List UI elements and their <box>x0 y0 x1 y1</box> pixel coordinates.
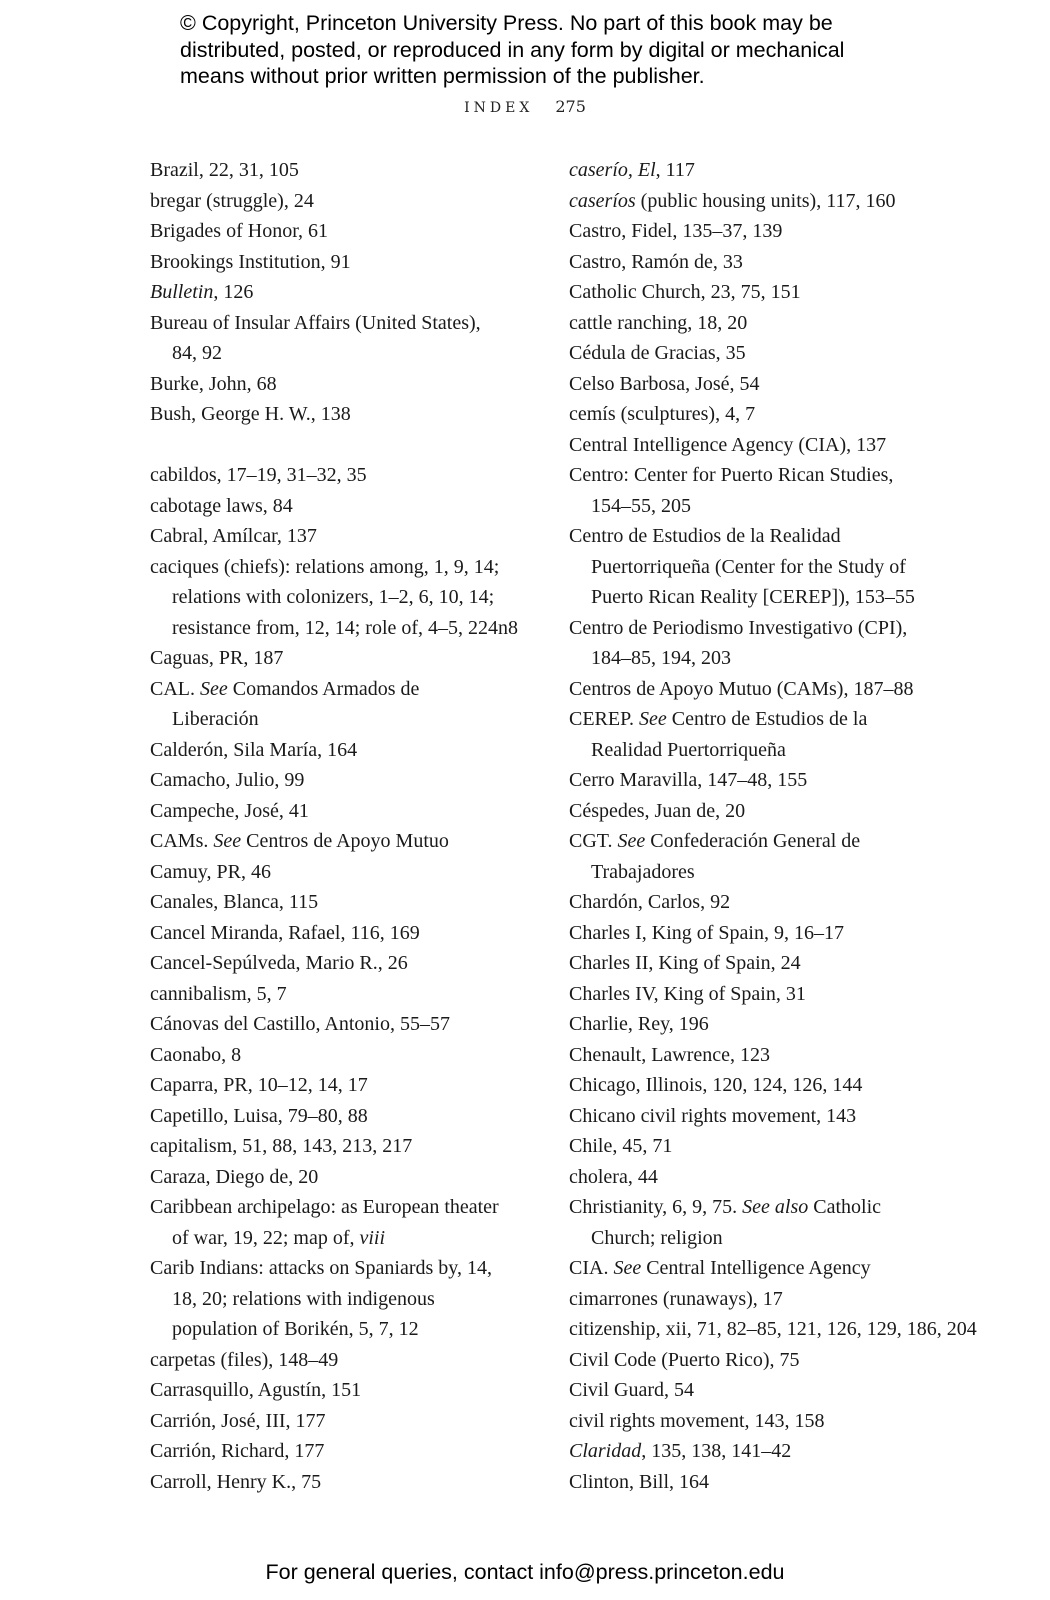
index-text: cholera, 44 <box>569 1165 658 1188</box>
index-entry <box>150 948 542 979</box>
index-entry-continuation <box>569 552 949 583</box>
index-entry <box>150 643 542 674</box>
index-text: caciques (chiefs): relations among, 1, 9, 14; <box>150 555 500 578</box>
index-entry <box>150 1375 542 1406</box>
index-text: Centro de Estudios de la Realidad <box>569 525 841 547</box>
index-text: bregar (struggle), 24 <box>150 189 314 212</box>
index-entry-line <box>150 277 542 308</box>
index-entry-line <box>150 1467 542 1498</box>
index-entry <box>150 918 542 949</box>
index-text: Castro, Ramón de, 33 <box>569 250 743 273</box>
index-text: 154–55, 205 <box>591 494 691 517</box>
index-entry-line <box>150 1040 542 1071</box>
index-entry <box>150 247 542 278</box>
index-entry-continuation <box>150 613 542 644</box>
index-text-italic: See <box>613 1257 642 1279</box>
index-text: Caraza, Diego de, 20 <box>150 1165 319 1188</box>
index-text: , 135, 138, 141–42 <box>641 1440 792 1462</box>
index-entry-line <box>150 521 542 552</box>
index-text: Civil Guard, 54 <box>569 1379 694 1401</box>
index-entry-line <box>569 1009 949 1040</box>
index-entry <box>569 460 949 521</box>
index-entry <box>150 1131 542 1162</box>
index-entry-line <box>150 491 542 522</box>
index-letter-gap <box>150 430 542 461</box>
index-entry-line <box>150 1162 542 1193</box>
index-entry-line <box>569 1131 949 1162</box>
index-text: Brookings Institution, 91 <box>150 250 351 273</box>
index-entry <box>569 247 949 278</box>
index-text: 18, 20; relations with indigenous <box>172 1287 435 1310</box>
index-entry <box>150 1253 542 1345</box>
index-entry <box>150 460 542 491</box>
copyright-line: means without prior written permission of the publisher. <box>180 64 705 88</box>
index-text: Cancel-Sepúlveda, Mario R., 26 <box>150 952 408 974</box>
index-entry-continuation <box>569 1223 949 1254</box>
index-entry <box>150 1162 542 1193</box>
index-text: CEREP. <box>569 708 640 730</box>
index-text: Cancel Miranda, Rafael, 116, 169 <box>150 921 420 944</box>
index-entry-line <box>150 979 542 1010</box>
index-entry-line <box>569 369 949 400</box>
index-text-italic: See <box>213 830 242 852</box>
index-text: Church; religion <box>591 1226 723 1249</box>
index-entry-line <box>569 155 949 186</box>
index-entry-line <box>569 277 949 308</box>
index-text: Cánovas del Castillo, Antonio, 55–57 <box>150 1013 450 1035</box>
index-entry-line <box>150 1253 542 1284</box>
index-text: relations with colonizers, 1–2, 6, 10, 14; <box>172 586 495 608</box>
index-text: Charles II, King of Spain, 24 <box>569 952 801 974</box>
index-entry <box>150 1101 542 1132</box>
index-entry-line <box>150 1345 542 1376</box>
index-text-italic: See <box>200 677 228 700</box>
index-entry <box>150 1192 542 1253</box>
index-text-italic: See also <box>742 1196 809 1218</box>
index-entry-line <box>150 948 542 979</box>
index-entry-line <box>569 1192 949 1223</box>
index-entry-continuation <box>569 735 949 766</box>
index-entry-line <box>150 674 542 705</box>
index-entry <box>150 1009 542 1040</box>
index-text: CGT. <box>569 830 618 852</box>
index-entry-line <box>569 613 949 644</box>
index-entry-continuation <box>150 704 542 735</box>
index-entry <box>569 338 949 369</box>
index-entry <box>569 186 949 217</box>
index-entry-line <box>569 1040 949 1071</box>
index-entry <box>569 1436 949 1467</box>
index-entry-line <box>150 186 542 217</box>
index-entry <box>569 887 949 918</box>
index-entry-continuation <box>150 338 542 369</box>
index-text: Carroll, Henry K., 75 <box>150 1470 322 1493</box>
index-text: Camacho, Julio, 99 <box>150 769 305 791</box>
index-entry-continuation <box>150 1314 542 1345</box>
index-entry-line <box>150 1375 542 1406</box>
index-entry <box>569 308 949 339</box>
index-entry-line <box>569 521 949 552</box>
index-entry-continuation <box>150 1284 542 1315</box>
index-text: cattle ranching, 18, 20 <box>569 311 748 334</box>
index-text: civil rights movement, 143, 158 <box>569 1409 825 1432</box>
index-entry <box>569 369 949 400</box>
index-entry-line <box>569 887 949 918</box>
index-text: cabildos, 17–19, 31–32, 35 <box>150 464 367 486</box>
index-text: Céspedes, Juan de, 20 <box>569 799 746 822</box>
index-entry <box>150 186 542 217</box>
index-text: Carrasquillo, Agustín, 151 <box>150 1379 362 1401</box>
index-entry <box>569 1131 949 1162</box>
index-text: Carib Indians: attacks on Spaniards by, 14, <box>150 1257 492 1279</box>
index-entry <box>569 1375 949 1406</box>
index-entry-line <box>569 186 949 217</box>
index-entry-line <box>150 369 542 400</box>
index-text: CAMs. <box>150 830 214 852</box>
index-entry-line <box>150 399 542 430</box>
index-entry-line <box>569 216 949 247</box>
index-text: Charlie, Rey, 196 <box>569 1013 709 1035</box>
index-entry-continuation <box>569 857 949 888</box>
index-entry <box>150 979 542 1010</box>
index-entry <box>569 1162 949 1193</box>
index-entry <box>150 521 542 552</box>
index-text: Caguas, PR, 187 <box>150 647 284 669</box>
index-entry <box>150 369 542 400</box>
copyright-line: distributed, posted, or reproduced in any form by digital or mechanical <box>180 37 845 62</box>
index-text: , 126 <box>213 281 254 303</box>
index-text: 184–85, 194, 203 <box>591 647 731 669</box>
index-entry-line <box>569 979 949 1010</box>
index-text-italic: See <box>617 830 646 852</box>
index-entry <box>569 613 949 674</box>
index-entry <box>569 216 949 247</box>
index-entry <box>569 155 949 186</box>
index-entry-line <box>150 1436 542 1467</box>
index-entry-line <box>569 1345 949 1376</box>
index-entry-continuation <box>569 491 949 522</box>
index-entry-line <box>569 1101 949 1132</box>
index-text: cemís (sculptures), 4, 7 <box>569 403 756 425</box>
index-entry-line <box>150 155 542 186</box>
index-entry <box>150 1040 542 1071</box>
index-text: resistance from, 12, 14; role of, 4–5, 224n8 <box>172 616 519 639</box>
index-entry <box>150 674 542 735</box>
index-text: Centro: Center for Puerto Rican Studies, <box>569 464 894 486</box>
index-entry <box>569 277 949 308</box>
index-text: CAL. <box>150 677 200 700</box>
index-text: Cédula de Gracias, 35 <box>569 342 746 364</box>
index-text: Trabajadores <box>591 860 695 883</box>
index-entry <box>569 1192 949 1253</box>
index-text: Brazil, 22, 31, 105 <box>150 159 299 181</box>
index-entry <box>569 399 949 430</box>
index-entry-line <box>150 826 542 857</box>
index-entry <box>569 765 949 796</box>
index-entry <box>150 1345 542 1376</box>
index-entry <box>150 277 542 308</box>
index-entry <box>150 735 542 766</box>
index-entry <box>150 552 542 644</box>
index-entry-line <box>150 308 542 339</box>
index-text: Central Intelligence Agency (CIA), 137 <box>569 433 887 456</box>
index-entry-line <box>569 338 949 369</box>
index-text: Centros de Apoyo Mutuo (CAMs), 187–88 <box>569 677 914 700</box>
index-text: Catholic Church, 23, 75, 151 <box>569 281 801 303</box>
index-text: Comandos Armados de <box>227 677 420 700</box>
index-entry-line <box>150 1406 542 1437</box>
index-text: Burke, John, 68 <box>150 372 277 395</box>
index-text: CIA. <box>569 1257 614 1279</box>
index-entry-line <box>569 948 949 979</box>
index-text: Catholic <box>808 1196 882 1218</box>
copyright-line: © Copyright, Princeton University Press. No part of this book may be <box>180 11 833 35</box>
index-entry <box>569 674 949 705</box>
index-text: Caonabo, 8 <box>150 1043 242 1066</box>
index-text: Chardón, Carlos, 92 <box>569 891 731 913</box>
index-text: Capetillo, Luisa, 79–80, 88 <box>150 1104 368 1127</box>
index-entry-line <box>150 1070 542 1101</box>
index-entry <box>150 765 542 796</box>
index-entry <box>569 430 949 461</box>
index-text: Brigades of Honor, 61 <box>150 220 329 242</box>
index-text: Realidad Puertorriqueña <box>591 738 786 761</box>
index-text: Charles IV, King of Spain, 31 <box>569 982 806 1005</box>
index-text: Chicano civil rights movement, 143 <box>569 1104 857 1127</box>
index-text: Charles I, King of Spain, 9, 16–17 <box>569 921 844 944</box>
index-entry <box>569 1345 949 1376</box>
index-entry-line <box>150 796 542 827</box>
index-text: carpetas (files), 148–49 <box>150 1348 339 1371</box>
index-entry-line <box>569 460 949 491</box>
index-entry <box>569 1406 949 1437</box>
index-entry <box>150 1467 542 1498</box>
index-text: cannibalism, 5, 7 <box>150 982 287 1005</box>
index-entry <box>150 887 542 918</box>
index-text: Camuy, PR, 46 <box>150 860 271 883</box>
index-entry-line <box>150 1101 542 1132</box>
index-text: Carrión, José, III, 177 <box>150 1409 326 1432</box>
index-entry-line <box>150 765 542 796</box>
index-text: Puertorriqueña (Center for the Study of <box>591 555 906 578</box>
index-entry-line <box>150 857 542 888</box>
index-entry-line <box>150 247 542 278</box>
index-text: Cerro Maravilla, 147–48, 155 <box>569 769 808 791</box>
index-entry-line <box>569 1467 949 1498</box>
index-entry <box>150 308 542 369</box>
index-entry-line <box>569 765 949 796</box>
index-text: cabotage laws, 84 <box>150 494 293 517</box>
index-entry-line <box>569 308 949 339</box>
index-entry-line <box>569 247 949 278</box>
index-text: Carrión, Richard, 177 <box>150 1440 325 1462</box>
index-text: Liberación <box>172 708 259 730</box>
index-entry-line <box>150 1192 542 1223</box>
index-entry-line <box>150 887 542 918</box>
index-entry-line <box>569 1284 949 1315</box>
index-text: Bureau of Insular Affairs (United States), <box>150 311 481 334</box>
index-text: Centro de Estudios de la <box>666 708 868 730</box>
index-entry <box>150 857 542 888</box>
index-text: Centros de Apoyo Mutuo <box>241 830 449 852</box>
copyright-notice <box>180 10 940 90</box>
index-text-italic: Bulletin <box>150 281 214 303</box>
index-text: Puerto Rican Reality [CEREP]), 153–55 <box>591 586 915 608</box>
index-text: Confederación General de <box>645 830 861 852</box>
index-entry <box>569 1009 949 1040</box>
index-entry-line <box>569 1070 949 1101</box>
index-text-italic: Claridad <box>569 1440 642 1462</box>
index-text-italic: See <box>639 708 667 730</box>
index-entry <box>569 1253 949 1284</box>
index-entry-line <box>569 1314 977 1345</box>
index-entry-continuation <box>150 582 542 613</box>
index-text: Clinton, Bill, 164 <box>569 1470 710 1493</box>
index-text: Chenault, Lawrence, 123 <box>569 1043 771 1066</box>
index-entry-line <box>569 918 949 949</box>
index-text: , 117 <box>655 159 695 181</box>
index-entry-line <box>569 430 949 461</box>
page-number: 275 <box>555 97 586 116</box>
index-text: Bush, George H. W., 138 <box>150 403 351 425</box>
index-text: of war, 19, 22; map of, <box>172 1226 360 1249</box>
index-text: Centro de Periodismo Investigativo (CPI), <box>569 616 908 639</box>
index-entry-line <box>150 552 542 583</box>
index-entry-line <box>569 796 949 827</box>
index-text: Campeche, José, 41 <box>150 799 309 822</box>
running-head <box>0 97 1050 116</box>
index-entry <box>569 796 949 827</box>
footer-contact: For general queries, contact info@press.princeton.edu <box>265 1560 785 1584</box>
index-text: Castro, Fidel, 135–37, 139 <box>569 220 783 242</box>
index-entry-line <box>569 674 949 705</box>
index-entry-line <box>569 826 949 857</box>
index-text-italic: caserío, El <box>569 159 656 181</box>
index-text: Chile, 45, 71 <box>569 1135 673 1157</box>
running-head-label: INDEX <box>464 100 534 116</box>
index-entry-line <box>569 399 949 430</box>
index-column-right <box>569 155 977 1497</box>
index-entry-line <box>569 1162 949 1193</box>
index-entry <box>150 1070 542 1101</box>
index-entry <box>569 1101 949 1132</box>
index-entry-line <box>569 1436 949 1467</box>
index-entry <box>569 1070 949 1101</box>
index-text: Celso Barbosa, José, 54 <box>569 372 760 395</box>
index-text: Central Intelligence Agency <box>641 1257 871 1279</box>
index-entry <box>569 1314 977 1345</box>
index-text: (public housing units), 117, 160 <box>635 189 896 212</box>
index-text: Caribbean archipelago: as European theater <box>150 1196 499 1218</box>
index-text: cimarrones (runaways), 17 <box>569 1287 783 1310</box>
index-text-italic: caseríos <box>569 189 636 212</box>
index-entry <box>569 704 949 765</box>
index-entry-continuation <box>569 643 949 674</box>
index-entry-continuation <box>150 1223 542 1254</box>
index-text: Calderón, Sila María, 164 <box>150 738 358 761</box>
index-text: Chicago, Illinois, 120, 124, 126, 144 <box>569 1074 863 1096</box>
index-column-left <box>150 155 542 1497</box>
index-entry <box>150 796 542 827</box>
index-entry-line <box>150 460 542 491</box>
index-entry-continuation <box>569 582 949 613</box>
index-entry-line <box>569 1253 949 1284</box>
index-text: Caparra, PR, 10–12, 14, 17 <box>150 1074 368 1096</box>
index-text: population of Borikén, 5, 7, 12 <box>172 1318 419 1340</box>
index-text: Cabral, Amílcar, 137 <box>150 525 317 547</box>
index-entry-line <box>150 643 542 674</box>
index-entry <box>150 216 542 247</box>
index-entry-line <box>150 216 542 247</box>
index-text: Civil Code (Puerto Rico), 75 <box>569 1348 800 1371</box>
index-text: capitalism, 51, 88, 143, 213, 217 <box>150 1135 413 1157</box>
index-text: citizenship, xii, 71, 82–85, 121, 126, 129, 186, 204 <box>569 1318 977 1340</box>
index-entry <box>569 1284 949 1315</box>
index-entry-line <box>150 1009 542 1040</box>
index-entry-line <box>569 704 949 735</box>
index-entry <box>569 918 949 949</box>
index-text: Canales, Blanca, 115 <box>150 891 319 913</box>
index-entry <box>150 826 542 857</box>
index-entry <box>569 1467 949 1498</box>
index-entry-line <box>150 735 542 766</box>
index-entry <box>150 399 542 430</box>
index-text-italic: viii <box>359 1226 386 1249</box>
index-entry-line <box>150 918 542 949</box>
index-entry <box>150 491 542 522</box>
index-entry <box>569 1040 949 1071</box>
index-entry-line <box>569 1375 949 1406</box>
index-entry <box>569 979 949 1010</box>
index-entry <box>569 826 949 887</box>
index-entry <box>569 521 949 613</box>
index-entry <box>569 948 949 979</box>
index-entry-line <box>569 1406 949 1437</box>
index-text: 84, 92 <box>172 342 222 364</box>
index-entry <box>150 1406 542 1437</box>
index-text: Christianity, 6, 9, 75. <box>569 1196 743 1218</box>
index-entry-line <box>150 1131 542 1162</box>
index-entry <box>150 1436 542 1467</box>
index-entry <box>150 155 542 186</box>
